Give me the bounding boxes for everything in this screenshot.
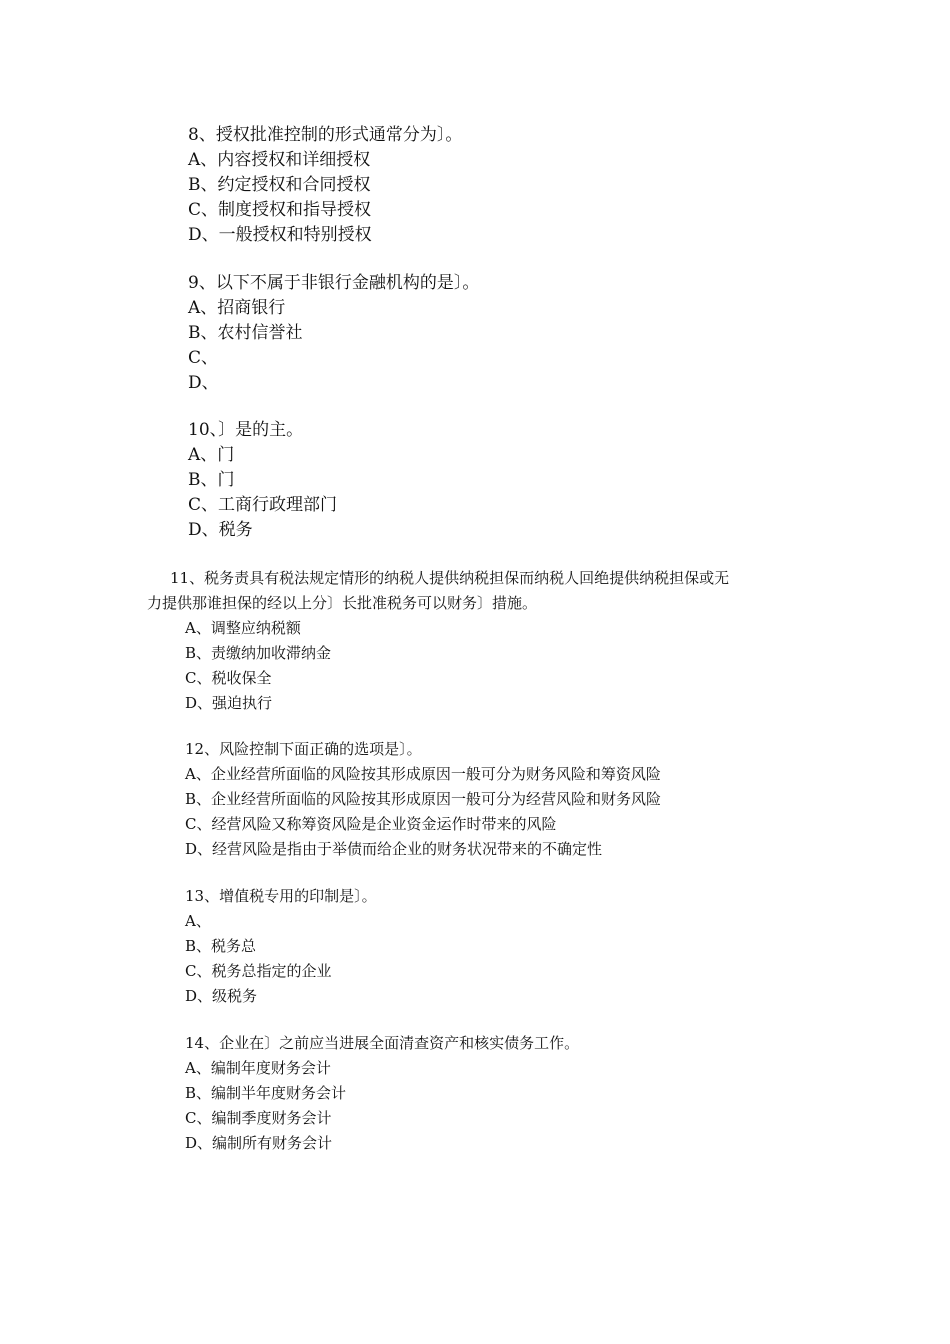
- option-b: B、编制半年度财务会计: [185, 1084, 347, 1102]
- option-a: A、企业经营所面临的风险按其形成原因一般可分为财务风险和筹资风险: [185, 765, 661, 783]
- option-a: A、内容授权和详细授权: [188, 150, 371, 170]
- option-d: D、经营风险是指由于举债而给企业的财务状况带来的不确定性: [185, 840, 603, 858]
- option-d: D、强迫执行: [185, 694, 273, 712]
- option-b: B、农村信誉社: [188, 323, 303, 343]
- option-a: A、: [185, 912, 211, 930]
- option-b: B、责缴纳加收滞纳金: [185, 644, 332, 662]
- option-a: A、编制年度财务会计: [185, 1059, 331, 1077]
- option-d: D、: [188, 373, 219, 393]
- option-a: A、调整应纳税额: [185, 619, 301, 637]
- option-c: C、经营风险又称筹资风险是企业资金运作时带来的风险: [185, 815, 557, 833]
- option-c: C、: [188, 348, 219, 368]
- option-b: B、企业经营所面临的风险按其形成原因一般可分为经营风险和财务风险: [185, 790, 662, 808]
- question-stem: 8、授权批准控制的形式通常分为〕。: [188, 125, 463, 145]
- option-b: B、门: [188, 470, 235, 490]
- option-c: C、税收保全: [185, 669, 272, 687]
- question-stem-line-2: 力提供那谁担保的经以上分〕长批准税务可以财务〕措施。: [147, 594, 538, 612]
- option-b: B、税务总: [185, 937, 257, 955]
- question-stem: 13、增值税专用的印制是〕。: [185, 887, 377, 905]
- option-c: C、编制季度财务会计: [185, 1109, 332, 1127]
- option-a: A、招商银行: [188, 298, 286, 318]
- option-d: D、编制所有财务会计: [185, 1134, 333, 1152]
- question-stem: 10、〕是的主。: [188, 420, 304, 440]
- question-stem: 12、风险控制下面正确的选项是〕。: [185, 740, 422, 758]
- option-d: D、级税务: [185, 987, 258, 1005]
- option-c: C、工商行政理部门: [188, 495, 338, 515]
- option-b: B、约定授权和合同授权: [188, 175, 371, 195]
- option-d: D、税务: [188, 520, 253, 540]
- option-d: D、一般授权和特别授权: [188, 225, 372, 245]
- option-a: A、门: [188, 445, 235, 465]
- question-stem-line-1: 11、税务责具有税法规定情形的纳税人提供纳税担保而纳税人回绝提供纳税担保或无: [170, 569, 730, 587]
- option-c: C、制度授权和指导授权: [188, 200, 372, 220]
- question-stem: 14、企业在〕之前应当进展全面清查资产和核实债务工作。: [185, 1034, 580, 1052]
- option-c: C、税务总指定的企业: [185, 962, 332, 980]
- question-stem: 9、以下不属于非银行金融机构的是〕。: [188, 273, 480, 293]
